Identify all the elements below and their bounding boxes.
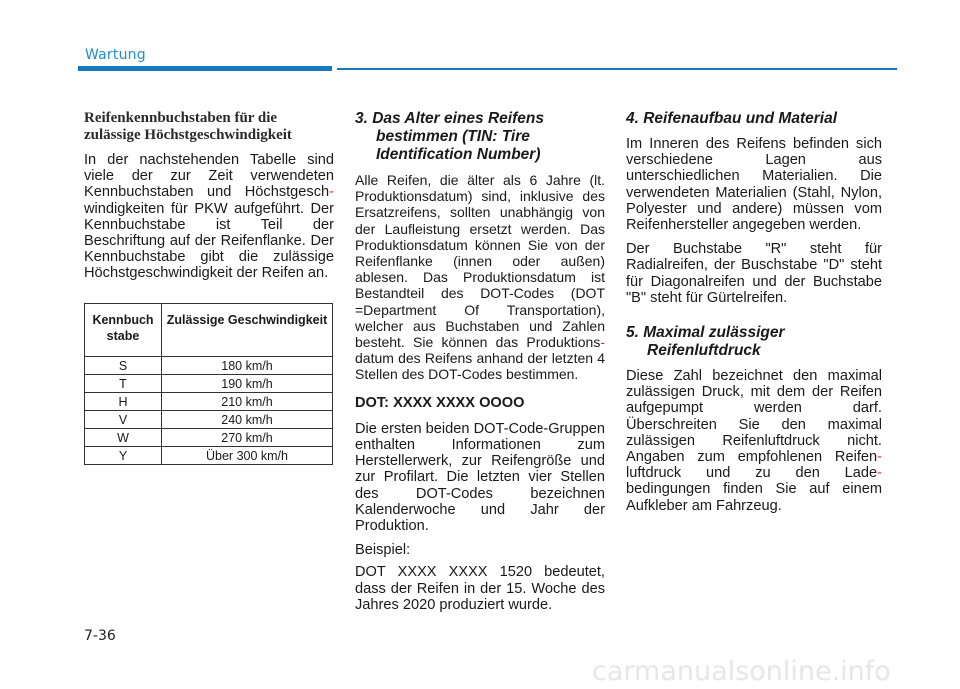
table-cell-speed: Über 300 km/h (162, 447, 333, 465)
dot-code-paragraph: Die ersten beiden DOT-Code-Gruppen enthalten Informationen zum Herstellerwerk, zur Reifengröße und zur Profilart. Die letzten vier Stellen des DOT-Codes bezeichnen Kalenderwoche und Jahr der Produktion. (355, 420, 605, 535)
heading-line: Identification Number) (376, 146, 541, 163)
text-segment: Alle Reifen, die älter als 6 Jahre (lt. Produktionsdatum) sind, inklusive des Ersatzreifens, sollten unabhängig von der Laufleistung ersetzt werden. Das Produktionsdatum können Sie von der Reifenflanke (innen oder außen) ablesen. Das Produktionsdatum ist Bestandteil des DOT-Codes (DOT =Department Of Transportation), welcher aus Buchstaben und Zahlen besteht. Sie können das Produktions (355, 172, 605, 351)
column-1 (84, 110, 334, 290)
heading-line: zulässige Höchstgeschwindigkeit (84, 127, 292, 143)
max-pressure-paragraph (626, 368, 882, 514)
speed-rating-paragraph (84, 152, 334, 282)
example-paragraph: DOT XXXX XXXX 1520 bedeutet, dass der Reifen in der 15. Woche des Jahres 2020 produziert wurde. (355, 564, 605, 613)
table-row (85, 429, 333, 447)
example-label: Beispiel: (355, 542, 411, 559)
table-cell-code: S (85, 357, 162, 375)
section-label: Wartung (85, 47, 146, 63)
heading-line: Reifenluftdruck (647, 342, 761, 360)
heading-line: 5. Maximal zulässiger (626, 324, 785, 342)
tire-construction-paragraph: Im Inneren des Reifens befinden sich verschiedene Lagen aus unterschiedlichen Materialien. Die verwendeten Materialien (Stahl, Nylon, Polyester und andere) müssen vom Reifenhersteller angegeben werden. (626, 136, 882, 234)
table-cell-speed: 240 km/h (162, 411, 333, 429)
table-cell-speed: 270 km/h (162, 429, 333, 447)
hyphen-mark: - (329, 184, 334, 201)
text-segment: In der nachstehenden Tabelle sind viele der zur Zeit verwendeten Kennbuchstaben und Höchstgesch (84, 152, 334, 201)
tire-age-heading (355, 110, 605, 164)
table-cell-code: V (85, 411, 162, 429)
table-row (85, 357, 333, 375)
heading-line: 3. Das Alter eines Reifens (355, 110, 544, 127)
tire-type-paragraph: Der Buchstabe "R" steht für Radialreifen, der Buschstabe "D" steht für Diagonalreifen und der Buchstabe "B" steht für Gürtelreifen. (626, 241, 882, 306)
tire-age-paragraph (355, 172, 605, 383)
text-segment: windigkeiten für PKW aufgeführt. Der Kennbuchstabe ist Teil der Beschriftung auf der Reifenflanke. Der Kennbuchstabe gibt die zulässige Höchstgeschwindigkeit der Reifen an. (84, 200, 334, 282)
hyphen-mark: - (877, 465, 882, 482)
text-segment: datum des Reifens anhand der letzten 4 Stellen des DOT-Codes bestimmen. (355, 350, 605, 383)
column-2 (355, 110, 605, 621)
table-cell-code: W (85, 429, 162, 447)
speed-rating-table (84, 303, 333, 465)
speed-rating-heading (84, 110, 334, 144)
page-number: 7-36 (84, 628, 116, 644)
max-pressure-heading (626, 324, 882, 360)
text-segment: bedingungen finden Sie auf einem Aufkleber am Fahrzeug. (626, 481, 882, 514)
table-header-speed: Zulässige Geschwindigkeit (162, 304, 333, 357)
table-row (85, 411, 333, 429)
tire-construction-heading: 4. Reifenaufbau und Material (626, 110, 838, 127)
dot-code-heading: DOT: XXXX XXXX OOOO (355, 394, 525, 411)
header-rule-thin (337, 68, 897, 70)
table-header-code: Kennbuch stabe (85, 304, 162, 357)
table-cell-code: H (85, 393, 162, 411)
table-row (85, 375, 333, 393)
hyphen-mark: - (877, 449, 882, 466)
table-cell-speed: 210 km/h (162, 393, 333, 411)
table-header-row (85, 304, 333, 357)
table-row (85, 447, 333, 465)
text-segment: Diese Zahl bezeichnet den maximal zulässigen Druck, mit dem der Reifen aufgepumpt werden darf. Überschreiten Sie den maximal zulässigen Reifenluftdruck nicht. Angaben zum empfohlenen Reifen (626, 368, 882, 466)
table-cell-speed: 190 km/h (162, 375, 333, 393)
watermark: carmanualsonline.info (592, 656, 891, 687)
table-cell-speed: 180 km/h (162, 357, 333, 375)
table-cell-code: T (85, 375, 162, 393)
table-row (85, 393, 333, 411)
table-cell-code: Y (85, 447, 162, 465)
column-3 (626, 110, 882, 522)
hyphen-mark: - (600, 334, 605, 351)
text-segment: luftdruck und zu den Lade (626, 465, 878, 482)
heading-line: Reifenkennbuchstaben für die (84, 110, 278, 126)
header-rule-thick (78, 66, 332, 71)
heading-line: bestimmen (TIN: Tire (376, 128, 530, 145)
